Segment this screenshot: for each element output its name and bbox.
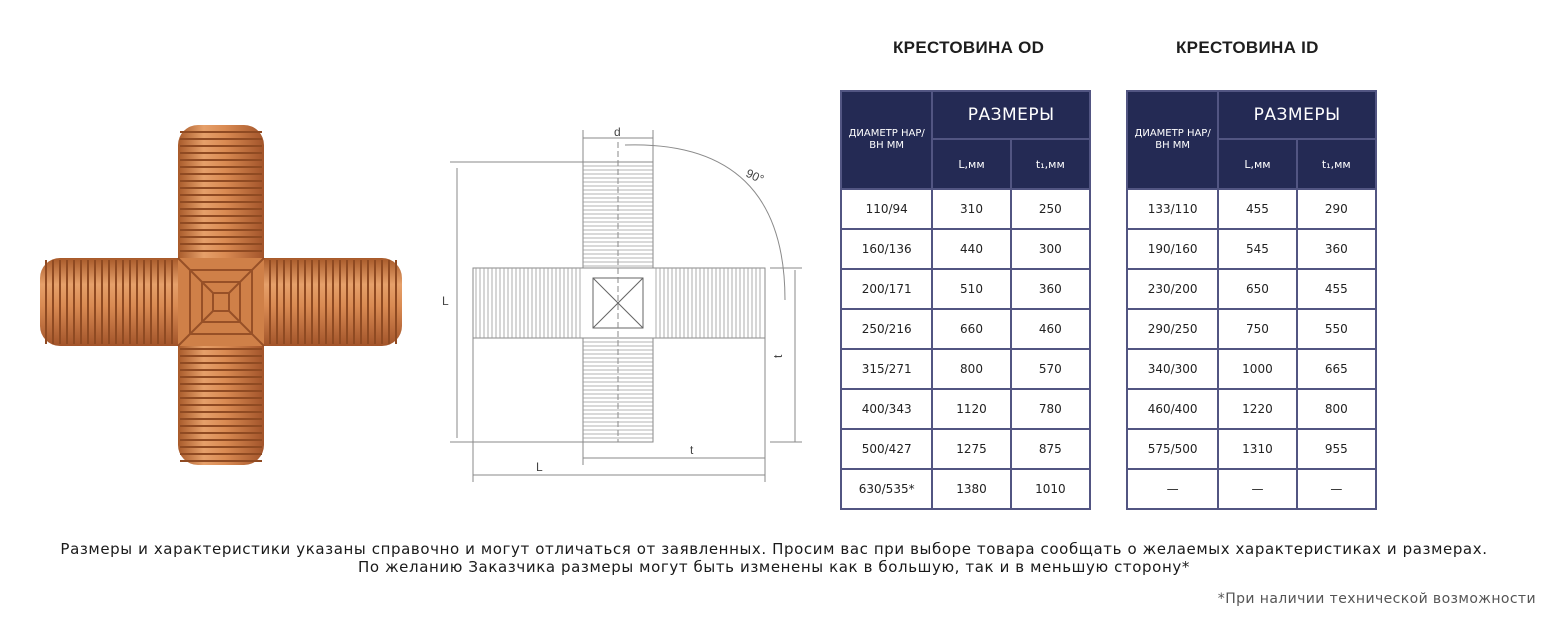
header-sizes: РАЗМЕРЫ — [1218, 91, 1376, 139]
cell-L: 440 — [932, 229, 1010, 269]
label-L-vertical: L — [442, 294, 449, 308]
table-row — [1127, 309, 1376, 349]
cell-t: 300 — [1011, 229, 1090, 269]
cell-diameter: 190/160 — [1127, 229, 1218, 269]
table-row — [841, 389, 1090, 429]
label-L-horizontal: L — [536, 460, 543, 474]
cell-L: — — [1218, 469, 1296, 509]
cell-t: 1010 — [1011, 469, 1090, 509]
label-t-horizontal: t — [690, 443, 694, 457]
table-od — [840, 90, 1091, 510]
cell-L: 455 — [1218, 189, 1296, 229]
table-row — [841, 269, 1090, 309]
cell-diameter: 500/427 — [841, 429, 932, 469]
cell-L: 1275 — [932, 429, 1010, 469]
label-t-vertical: t — [771, 354, 785, 358]
header-L: L,мм — [1218, 139, 1296, 189]
table-row — [841, 229, 1090, 269]
table-row — [1127, 269, 1376, 309]
cell-L: 545 — [1218, 229, 1296, 269]
header-diameter: ДИАМЕТР НАР/ВН ММ — [841, 91, 932, 189]
cell-diameter: 160/136 — [841, 229, 932, 269]
cell-L: 1220 — [1218, 389, 1296, 429]
cell-t: 460 — [1011, 309, 1090, 349]
cell-L: 510 — [932, 269, 1010, 309]
cell-L: 310 — [932, 189, 1010, 229]
cell-t: 360 — [1011, 269, 1090, 309]
cell-diameter: 575/500 — [1127, 429, 1218, 469]
cell-diameter: 133/110 — [1127, 189, 1218, 229]
cell-diameter: — — [1127, 469, 1218, 509]
cell-diameter: 200/171 — [841, 269, 932, 309]
table-row — [841, 429, 1090, 469]
technical-drawing — [440, 120, 820, 490]
table-row — [1127, 189, 1376, 229]
disclaimer-line-2: По желанию Заказчика размеры могут быть изменены как в большую, так и в меньшую сторону* — [358, 558, 1190, 576]
cell-L: 1000 — [1218, 349, 1296, 389]
cell-t: 455 — [1297, 269, 1376, 309]
table-row — [841, 189, 1090, 229]
cell-t: 360 — [1297, 229, 1376, 269]
footnote: *При наличии технической возможности — [1217, 591, 1536, 607]
disclaimer-line-1: Размеры и характеристики указаны справочно и могут отличаться от заявленных. Просим вас при выборе товара сообщать о желаемых характеристиках и размерах. — [60, 540, 1488, 558]
cell-t: 875 — [1011, 429, 1090, 469]
cell-diameter: 630/535* — [841, 469, 932, 509]
cell-diameter: 250/216 — [841, 309, 932, 349]
table-id-title: КРЕСТОВИНА ID — [1176, 38, 1319, 57]
table-row — [841, 469, 1090, 509]
table-row — [1127, 469, 1376, 509]
table-id — [1126, 90, 1377, 510]
table-row — [841, 349, 1090, 389]
header-t: t₁,мм — [1011, 139, 1090, 189]
cell-t: 800 — [1297, 389, 1376, 429]
table-row — [1127, 349, 1376, 389]
cell-diameter: 110/94 — [841, 189, 932, 229]
product-photo — [30, 110, 410, 480]
cell-L: 1380 — [932, 469, 1010, 509]
cell-t: 665 — [1297, 349, 1376, 389]
cell-L: 660 — [932, 309, 1010, 349]
header-t: t₁,мм — [1297, 139, 1376, 189]
cell-t: 250 — [1011, 189, 1090, 229]
header-diameter: ДИАМЕТР НАР/ВН ММ — [1127, 91, 1218, 189]
header-L: L,мм — [932, 139, 1010, 189]
cell-diameter: 400/343 — [841, 389, 932, 429]
table-row — [1127, 429, 1376, 469]
cell-t: 955 — [1297, 429, 1376, 469]
cell-diameter: 230/200 — [1127, 269, 1218, 309]
cell-diameter: 290/250 — [1127, 309, 1218, 349]
cell-L: 650 — [1218, 269, 1296, 309]
cell-t: 570 — [1011, 349, 1090, 389]
cell-L: 1310 — [1218, 429, 1296, 469]
cell-t: 290 — [1297, 189, 1376, 229]
cell-t: 780 — [1011, 389, 1090, 429]
label-angle: 90° — [743, 166, 767, 187]
cell-L: 1120 — [932, 389, 1010, 429]
cell-diameter: 460/400 — [1127, 389, 1218, 429]
cell-diameter: 315/271 — [841, 349, 932, 389]
cell-L: 800 — [932, 349, 1010, 389]
cell-t: 550 — [1297, 309, 1376, 349]
header-sizes: РАЗМЕРЫ — [932, 91, 1090, 139]
cell-L: 750 — [1218, 309, 1296, 349]
cell-t: — — [1297, 469, 1376, 509]
table-od-title: КРЕСТОВИНА OD — [893, 38, 1045, 57]
table-row — [1127, 229, 1376, 269]
cell-diameter: 340/300 — [1127, 349, 1218, 389]
table-row — [1127, 389, 1376, 429]
label-d: d — [614, 125, 621, 139]
table-row — [841, 309, 1090, 349]
